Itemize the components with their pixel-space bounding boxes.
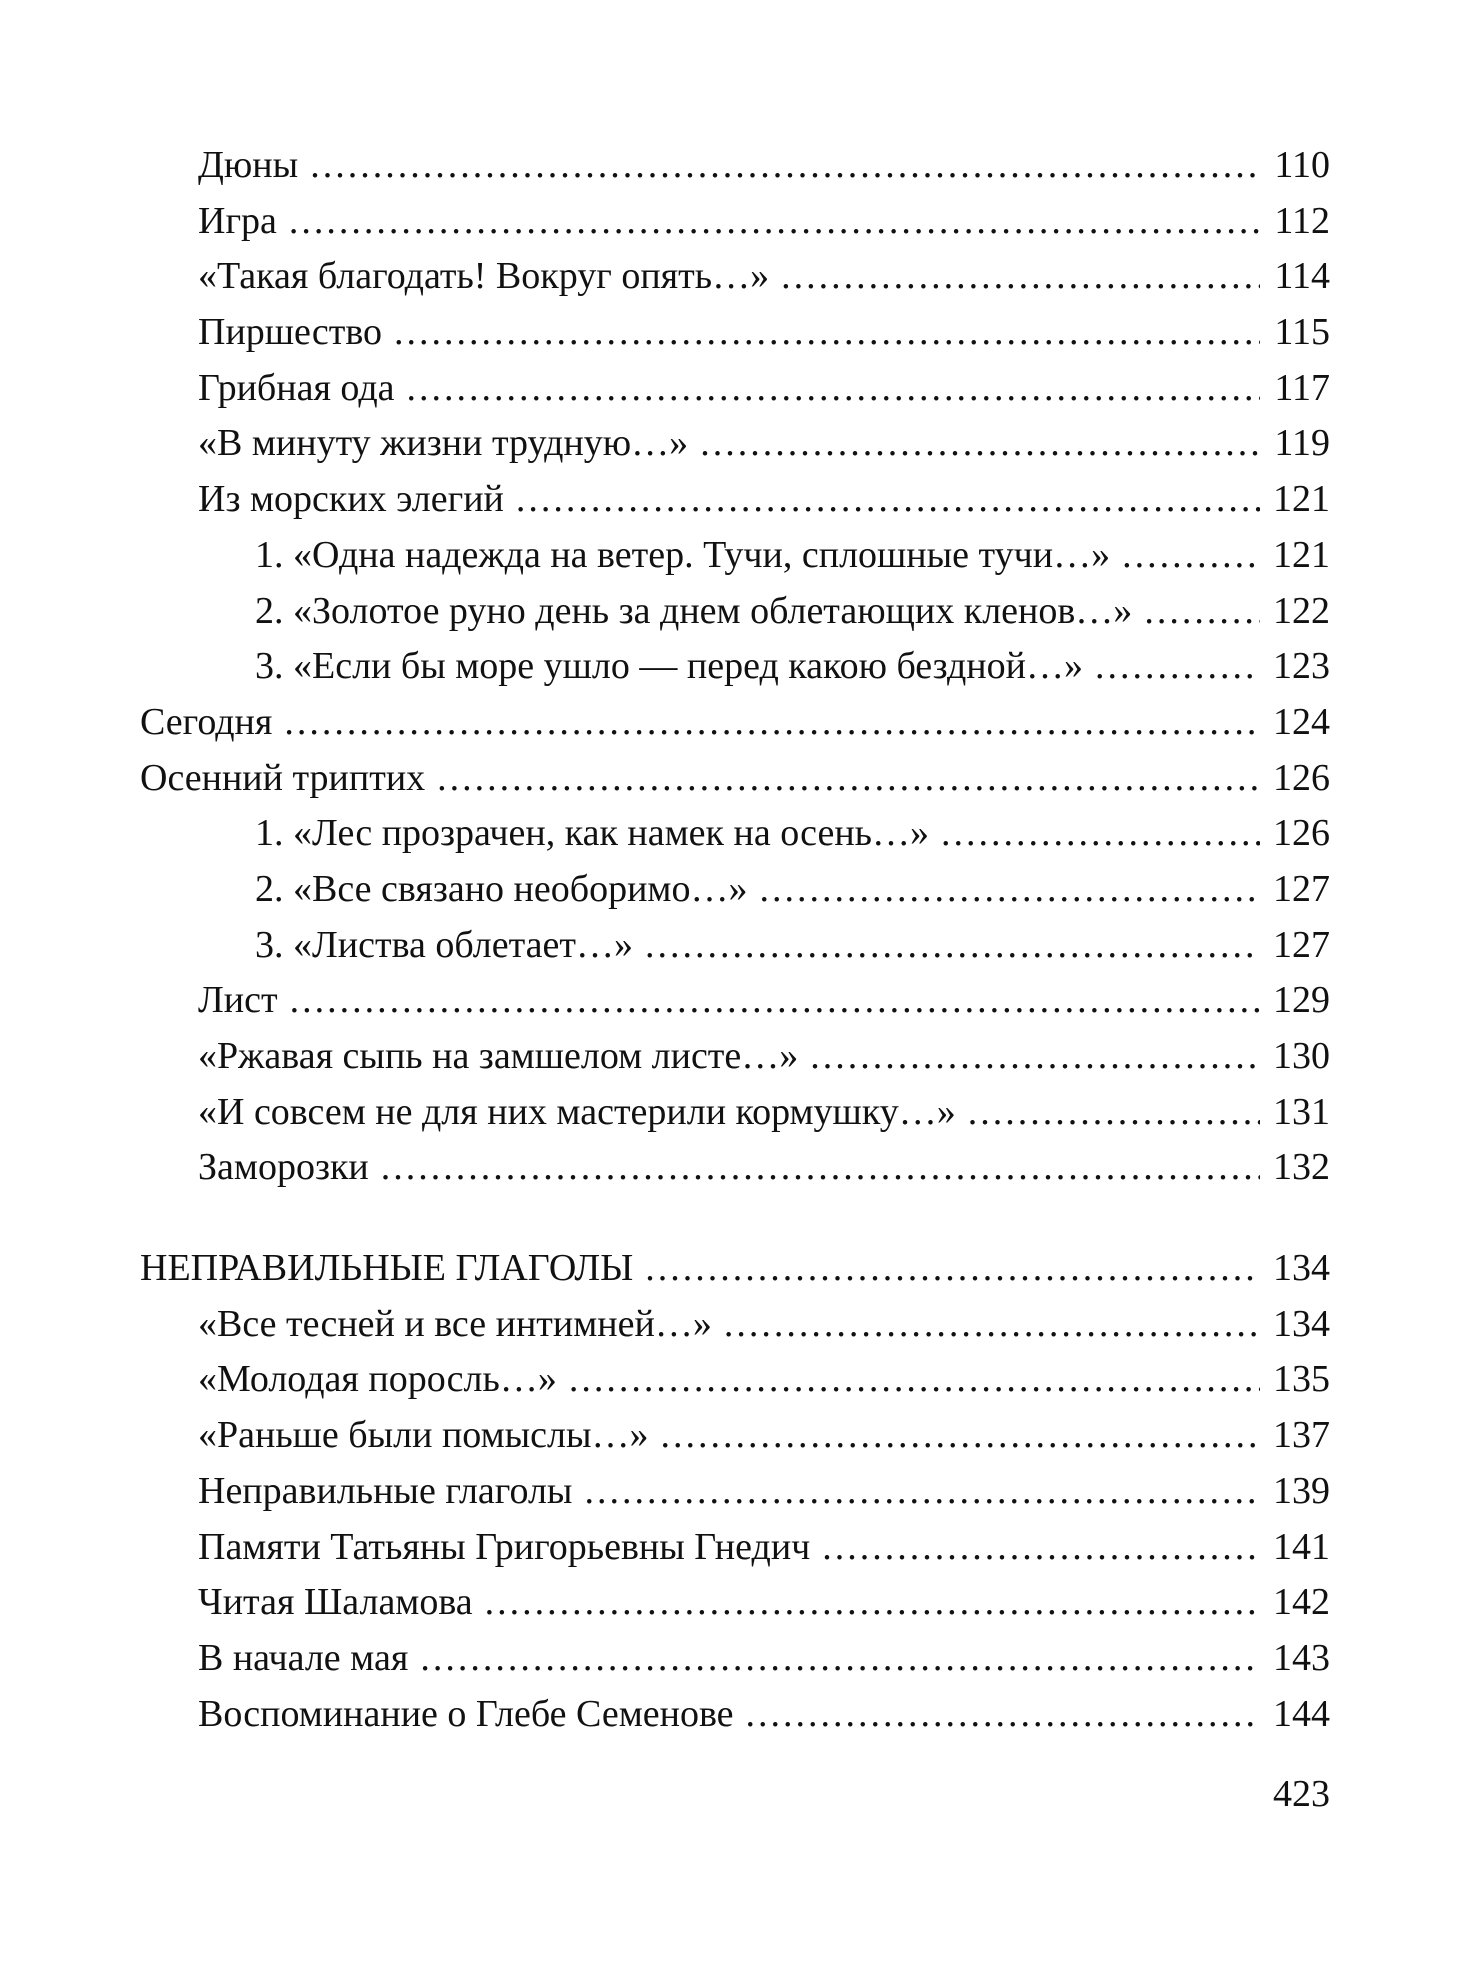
- dot-leader: [569, 1352, 1260, 1408]
- toc-entry-page: 144: [1273, 1692, 1330, 1735]
- toc-entry-page: 132: [1273, 1146, 1330, 1189]
- toc-entry-page: 126: [1273, 812, 1330, 855]
- toc-entry-page: 112: [1274, 199, 1330, 242]
- toc-entry: [140, 1297, 1330, 1353]
- toc-entry-title: «В минуту жизни трудную…»: [198, 422, 689, 465]
- toc-entry-page: 126: [1273, 756, 1330, 799]
- toc-entry-title: Дюны: [198, 144, 299, 186]
- toc-entry-title: Читая Шаламова: [198, 1581, 473, 1624]
- toc-entry: [140, 1140, 1330, 1196]
- dot-leader: [407, 361, 1260, 417]
- toc-entry-title: Памяти Татьяны Григорьевны Гнедич: [198, 1525, 811, 1568]
- toc-entry-title: 1. «Лес прозрачен, как намек на осень…»: [255, 812, 929, 855]
- toc-entry: [140, 1352, 1330, 1408]
- toc-entry-page: 141: [1273, 1525, 1330, 1568]
- dot-leader: [420, 1631, 1260, 1687]
- toc-entry: [140, 639, 1330, 695]
- toc-entry-title: В начале мая: [198, 1636, 409, 1679]
- toc-entry: [140, 1687, 1330, 1743]
- toc-entry-title: Пиршество: [198, 311, 383, 354]
- toc-entry-title: Сегодня: [140, 700, 273, 743]
- dot-leader: [437, 751, 1260, 807]
- toc-entry-page: 121: [1273, 478, 1330, 521]
- toc-entry: [140, 1085, 1330, 1141]
- toc-entry-page: 121: [1273, 533, 1330, 576]
- toc-entry-page: 127: [1273, 923, 1330, 966]
- dot-leader: [781, 249, 1260, 305]
- dot-leader: [289, 194, 1260, 250]
- toc-entry-title: Осенний триптих: [140, 756, 426, 799]
- dot-leader: [1144, 584, 1260, 640]
- toc-entry-title: НЕПРАВИЛЬНЫЕ ГЛАГОЛЫ: [140, 1247, 634, 1290]
- toc-entry: [140, 1408, 1330, 1464]
- toc-entry: [140, 194, 1330, 250]
- toc-entry: [140, 528, 1330, 584]
- toc-entry: [140, 138, 1330, 194]
- toc-entry-page: 134: [1273, 1247, 1330, 1290]
- table-of-contents: [140, 138, 1330, 1742]
- toc-entry-title: «Все тесней и все интимней…»: [198, 1302, 712, 1345]
- toc-entry: [140, 973, 1330, 1029]
- toc-entry-title: Из морских элегий: [198, 478, 504, 521]
- toc-entry-page: 137: [1273, 1414, 1330, 1457]
- toc-entry: [140, 1631, 1330, 1687]
- dot-leader: [394, 305, 1260, 361]
- toc-entry-title: «Раньше были помыслы…»: [198, 1414, 649, 1457]
- toc-entry-page: 131: [1273, 1090, 1330, 1133]
- dot-leader: [724, 1297, 1260, 1353]
- toc-entry-page: 114: [1274, 255, 1330, 298]
- toc-entry: [140, 918, 1330, 974]
- toc-entry-title: Заморозки: [198, 1146, 369, 1189]
- toc-entry-page: 130: [1273, 1035, 1330, 1077]
- toc-entry-title: Лист: [198, 979, 278, 1022]
- toc-entry-title: 3. «Листва облетает…»: [255, 923, 634, 966]
- toc-entry: [140, 305, 1330, 361]
- toc-entry-page: 119: [1274, 422, 1330, 465]
- toc-entry-title: «Молодая поросль…»: [198, 1358, 557, 1401]
- dot-leader: [381, 1140, 1260, 1196]
- dot-leader: [645, 1241, 1260, 1297]
- toc-entry-page: 123: [1273, 645, 1330, 688]
- toc-entry-title: «И совсем не для них мастерили кормушку…»: [198, 1090, 956, 1133]
- dot-leader: [700, 416, 1260, 472]
- toc-entry-title: 2. «Золотое руно день за днем облетающих кленов…»: [255, 589, 1133, 632]
- toc-entry: [140, 416, 1330, 472]
- toc-entry-title: «Такая благодать! Вокруг опять…»: [198, 255, 770, 298]
- toc-entry-page: 134: [1273, 1302, 1330, 1345]
- dot-leader: [485, 1575, 1260, 1631]
- dot-leader: [584, 1464, 1260, 1520]
- toc-entry-page: 142: [1273, 1581, 1330, 1624]
- toc-entry: [140, 806, 1330, 862]
- toc-entry: [140, 249, 1330, 305]
- toc-entry-page: 139: [1273, 1469, 1330, 1512]
- toc-entry-page: 122: [1273, 589, 1330, 632]
- page-number: 423: [1273, 1773, 1330, 1815]
- toc-entry-page: 127: [1273, 867, 1330, 910]
- toc-entry: [140, 361, 1330, 417]
- toc-entry-title: 2. «Все связано необоримо…»: [255, 867, 748, 910]
- toc-entry: [140, 472, 1330, 528]
- toc-entry: [140, 584, 1330, 640]
- dot-leader: [746, 1687, 1260, 1743]
- toc-entry-page: 115: [1274, 311, 1330, 354]
- dot-leader: [1122, 528, 1260, 584]
- toc-entry-title: «Ржавая сыпь на замшелом листе…»: [198, 1035, 799, 1077]
- dot-leader: [810, 1029, 1260, 1085]
- toc-entry: [140, 1575, 1330, 1631]
- toc-entry: [140, 695, 1330, 751]
- dot-leader: [310, 138, 1260, 194]
- dot-leader: [516, 472, 1260, 528]
- dot-leader: [1095, 639, 1260, 695]
- toc-entry-title: 1. «Одна надежда на ветер. Тучи, сплошные тучи…»: [255, 533, 1111, 576]
- toc-entry: [140, 1029, 1330, 1085]
- dot-leader: [290, 973, 1260, 1029]
- toc-entry: [140, 1520, 1330, 1576]
- toc-entry-page: 110: [1274, 144, 1330, 186]
- toc-entry-page: 129: [1273, 979, 1330, 1022]
- toc-entry-title: Неправильные глаголы: [198, 1469, 573, 1512]
- toc-entry: [140, 862, 1330, 918]
- toc-entry-page: 135: [1273, 1358, 1330, 1401]
- toc-entry-title: Воспоминание о Глебе Семенове: [198, 1692, 734, 1735]
- toc-entry-title: Игра: [198, 199, 277, 242]
- dot-leader: [661, 1408, 1260, 1464]
- dot-leader: [645, 918, 1260, 974]
- dot-leader: [284, 695, 1260, 751]
- toc-entry: [140, 1464, 1330, 1520]
- toc-entry-title: Грибная ода: [198, 366, 395, 409]
- dot-leader: [968, 1085, 1260, 1141]
- toc-entry: [140, 751, 1330, 807]
- toc-entry-title: 3. «Если бы море ушло — перед какою бездной…»: [255, 645, 1083, 688]
- toc-entry-page: 117: [1274, 366, 1330, 409]
- dot-leader: [759, 862, 1260, 918]
- dot-leader: [941, 806, 1260, 862]
- section-gap: [140, 1196, 1330, 1241]
- dot-leader: [822, 1520, 1260, 1576]
- toc-entry-page: 143: [1273, 1636, 1330, 1679]
- toc-entry: [140, 1241, 1330, 1297]
- toc-entry-page: 124: [1273, 700, 1330, 743]
